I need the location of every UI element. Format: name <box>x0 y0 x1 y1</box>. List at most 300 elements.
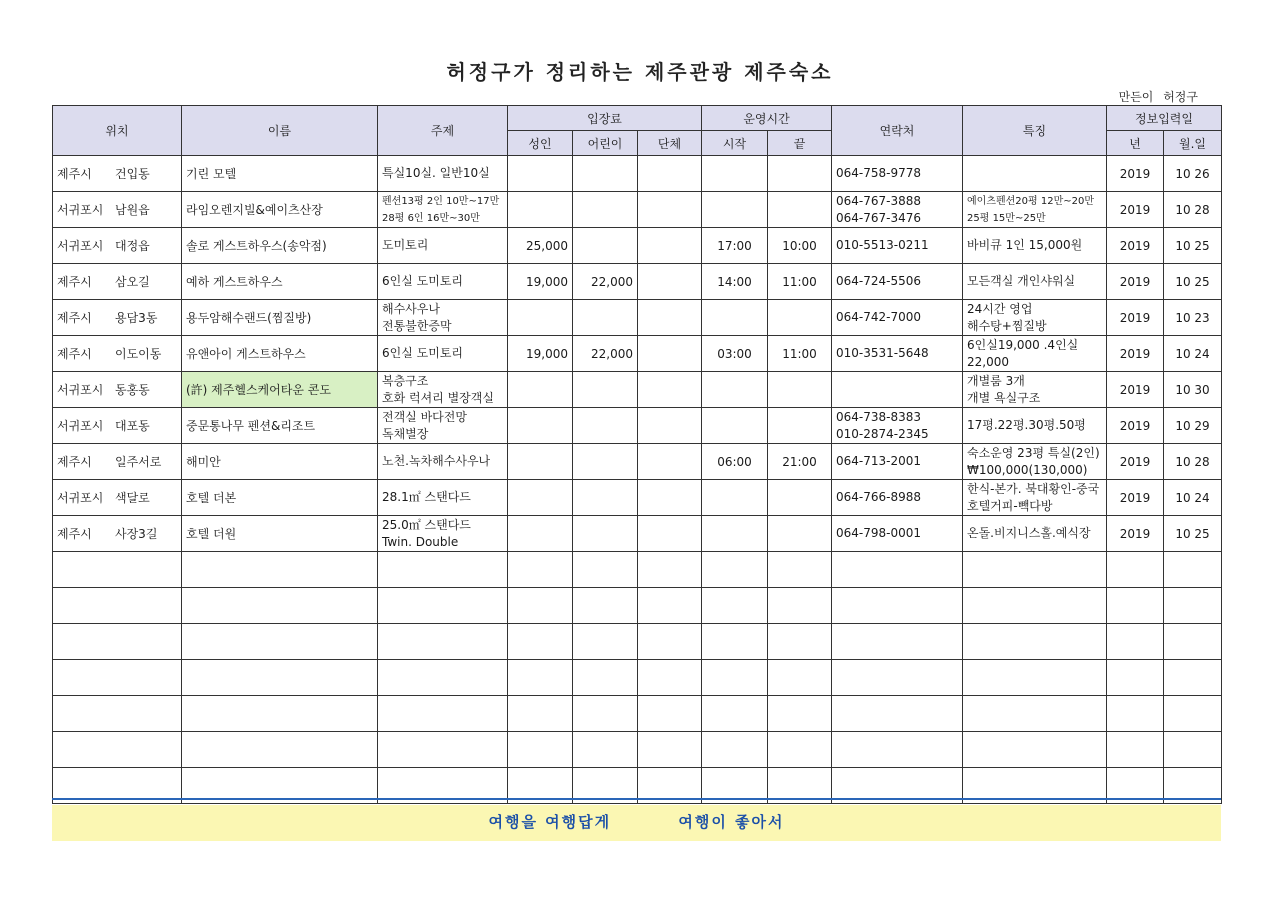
header-contact: 연락처 <box>832 106 963 156</box>
cell-line: Twin. Double <box>382 534 459 549</box>
cell-name: 솔로 게스트하우스(송악점) <box>182 228 378 264</box>
cell-adult <box>508 192 573 228</box>
cell-line: 복층구조 <box>382 373 429 388</box>
cell-line: 064-798-0001 <box>836 526 922 540</box>
cell-contact <box>832 336 963 372</box>
empty-cell <box>508 660 573 696</box>
cell-line: 064-767-3476 <box>836 210 922 225</box>
cell-features <box>963 372 1107 408</box>
cell-end: 11:00 <box>768 336 832 372</box>
empty-cell <box>378 552 508 588</box>
empty-cell <box>182 588 378 624</box>
cell-child <box>573 156 638 192</box>
cell-name: 기린 모텔 <box>182 156 378 192</box>
cell-theme <box>378 156 508 192</box>
empty-row <box>53 732 1222 768</box>
empty-cell <box>508 624 573 660</box>
empty-cell <box>638 732 702 768</box>
cell-year: 2019 <box>1107 228 1164 264</box>
cell-month-day: 10 25 <box>1164 516 1222 552</box>
header-child: 어린이 <box>573 131 638 156</box>
location-area: 사장3길 <box>115 527 158 541</box>
cell-child: 22,000 <box>573 264 638 300</box>
cell-line: 24시간 영업 <box>967 301 1033 316</box>
empty-cell <box>638 624 702 660</box>
table-row <box>53 516 1222 552</box>
cell-year: 2019 <box>1107 372 1164 408</box>
cell-month-day: 10 23 <box>1164 300 1222 336</box>
cell-start: 06:00 <box>702 444 768 480</box>
empty-cell <box>378 588 508 624</box>
cell-adult <box>508 444 573 480</box>
empty-cell <box>573 624 638 660</box>
empty-cell <box>1164 696 1222 732</box>
empty-cell <box>832 588 963 624</box>
location-area: 색달로 <box>115 491 150 505</box>
cell-year: 2019 <box>1107 300 1164 336</box>
empty-cell <box>508 732 573 768</box>
empty-cell <box>182 624 378 660</box>
cell-name: 용두암해수랜드(찜질방) <box>182 300 378 336</box>
cell-theme <box>378 372 508 408</box>
location-city: 서귀포시 <box>57 419 104 433</box>
footer-slogan-left: 여행을 여행답게 <box>488 813 612 831</box>
cell-theme <box>378 408 508 444</box>
empty-cell <box>832 624 963 660</box>
cell-theme <box>378 336 508 372</box>
cell-year: 2019 <box>1107 192 1164 228</box>
cell-location <box>53 480 182 516</box>
cell-end <box>768 480 832 516</box>
cell-year: 2019 <box>1107 156 1164 192</box>
cell-child <box>573 228 638 264</box>
cell-line: 해수사우나 <box>382 301 440 316</box>
empty-cell <box>702 660 768 696</box>
empty-cell <box>963 732 1107 768</box>
cell-theme <box>378 192 508 228</box>
cell-contact <box>832 480 963 516</box>
empty-cell <box>832 732 963 768</box>
cell-name: 호텔 더원 <box>182 516 378 552</box>
cell-contact <box>832 264 963 300</box>
cell-group <box>638 408 702 444</box>
cell-location <box>53 228 182 264</box>
empty-cell <box>378 696 508 732</box>
cell-adult: 19,000 <box>508 264 573 300</box>
cell-location <box>53 156 182 192</box>
cell-features <box>963 192 1107 228</box>
cell-month-day: 10 30 <box>1164 372 1222 408</box>
cell-theme <box>378 228 508 264</box>
location-city: 제주시 <box>57 275 92 289</box>
cell-group <box>638 228 702 264</box>
cell-line: 개별 욕실구조 <box>967 390 1041 405</box>
cell-line: 25.0㎡ 스탠다드 <box>382 517 471 532</box>
cell-line: 010-3531-5648 <box>836 346 929 360</box>
header-features: 특징 <box>963 106 1107 156</box>
cell-month-day: 10 25 <box>1164 228 1222 264</box>
cell-adult <box>508 408 573 444</box>
cell-line: 6인실19,000 .4인실 <box>967 337 1079 352</box>
location-city: 제주시 <box>57 527 92 541</box>
cell-year: 2019 <box>1107 408 1164 444</box>
cell-child <box>573 192 638 228</box>
cell-year: 2019 <box>1107 264 1164 300</box>
cell-child <box>573 300 638 336</box>
cell-line: 모든객실 개인샤워실 <box>967 274 1076 288</box>
empty-cell <box>1107 732 1164 768</box>
cell-line: 도미토리 <box>382 238 429 252</box>
header-theme: 주제 <box>378 106 508 156</box>
empty-cell <box>702 696 768 732</box>
header-adult: 성인 <box>508 131 573 156</box>
cell-end <box>768 408 832 444</box>
empty-cell <box>182 696 378 732</box>
cell-features <box>963 516 1107 552</box>
empty-cell <box>702 588 768 624</box>
location-area: 대정읍 <box>115 239 150 253</box>
empty-row <box>53 624 1222 660</box>
cell-group <box>638 516 702 552</box>
header-month-day: 월.일 <box>1164 131 1222 156</box>
cell-contact <box>832 192 963 228</box>
cell-child <box>573 444 638 480</box>
cell-location <box>53 408 182 444</box>
cell-line: 펜션13평 2인 10만~17만 <box>382 195 500 207</box>
cell-theme <box>378 300 508 336</box>
cell-start: 14:00 <box>702 264 768 300</box>
empty-cell <box>573 660 638 696</box>
empty-cell <box>1107 624 1164 660</box>
empty-cell <box>573 696 638 732</box>
cell-location <box>53 336 182 372</box>
cell-line: 010-5513-0211 <box>836 238 929 252</box>
empty-cell <box>508 696 573 732</box>
table-body <box>53 156 1222 804</box>
empty-cell <box>182 732 378 768</box>
cell-line: 17평.22평.30평.50평 <box>967 418 1086 432</box>
cell-line: 예이츠펜션20평 12만~20만 <box>967 195 1095 207</box>
cell-line: 064-767-3888 <box>836 193 922 208</box>
cell-name: 중문통나무 펜션&리조트 <box>182 408 378 444</box>
cell-contact <box>832 444 963 480</box>
cell-end <box>768 300 832 336</box>
empty-cell <box>573 732 638 768</box>
cell-features <box>963 480 1107 516</box>
cell-start <box>702 156 768 192</box>
cell-start <box>702 516 768 552</box>
empty-row <box>53 696 1222 732</box>
empty-cell <box>638 660 702 696</box>
empty-cell <box>768 588 832 624</box>
cell-line: 노천.녹차해수사우나 <box>382 454 491 468</box>
empty-cell <box>1107 552 1164 588</box>
empty-cell <box>1164 552 1222 588</box>
empty-cell <box>768 552 832 588</box>
cell-child <box>573 516 638 552</box>
empty-cell <box>53 552 182 588</box>
table-row <box>53 300 1222 336</box>
location-city: 서귀포시 <box>57 203 104 217</box>
empty-cell <box>1164 660 1222 696</box>
empty-cell <box>768 696 832 732</box>
empty-cell <box>963 660 1107 696</box>
empty-cell <box>53 696 182 732</box>
cell-name: 호텔 더본 <box>182 480 378 516</box>
empty-cell <box>832 660 963 696</box>
empty-row <box>53 552 1222 588</box>
empty-cell <box>1164 732 1222 768</box>
footer-slogan-right: 여행이 좋아서 <box>678 813 785 831</box>
cell-name: (許) 제주헬스케어타운 콘도 <box>182 372 378 408</box>
cell-adult <box>508 372 573 408</box>
cell-features <box>963 228 1107 264</box>
table-row <box>53 192 1222 228</box>
page-title: 허정구가 정리하는 제주관광 제주숙소 <box>446 60 834 84</box>
cell-line: 064-742-7000 <box>836 310 922 324</box>
cell-line: 064-758-9778 <box>836 166 922 180</box>
cell-end <box>768 372 832 408</box>
cell-adult <box>508 480 573 516</box>
header-name: 이름 <box>182 106 378 156</box>
footer-banner <box>52 805 1221 841</box>
cell-name: 예하 게스트하우스 <box>182 264 378 300</box>
empty-cell <box>832 552 963 588</box>
location-area: 이도이동 <box>115 347 162 361</box>
cell-adult <box>508 516 573 552</box>
cell-group <box>638 156 702 192</box>
cell-line: 해수탕+찜질방 <box>967 318 1047 333</box>
cell-contact <box>832 156 963 192</box>
location-city: 서귀포시 <box>57 491 104 505</box>
cell-theme <box>378 444 508 480</box>
empty-cell <box>508 588 573 624</box>
empty-cell <box>768 732 832 768</box>
cell-group <box>638 192 702 228</box>
location-area: 용담3동 <box>115 311 158 325</box>
empty-cell <box>832 696 963 732</box>
cell-line: 호화 럭셔리 별장객실 <box>382 390 494 405</box>
cell-location <box>53 264 182 300</box>
cell-start <box>702 408 768 444</box>
cell-adult <box>508 300 573 336</box>
cell-group <box>638 372 702 408</box>
cell-contact <box>832 372 963 408</box>
cell-month-day: 10 29 <box>1164 408 1222 444</box>
cell-end <box>768 192 832 228</box>
cell-line: 온돌.비지니스홀.예식장 <box>967 526 1091 540</box>
cell-month-day: 10 28 <box>1164 192 1222 228</box>
cell-line: 독채별장 <box>382 426 429 441</box>
empty-cell <box>963 624 1107 660</box>
cell-line: 22,000 <box>967 354 1009 369</box>
cell-group <box>638 264 702 300</box>
lodging-table <box>52 105 1222 804</box>
cell-features <box>963 408 1107 444</box>
location-city: 서귀포시 <box>57 383 104 397</box>
cell-location <box>53 444 182 480</box>
cell-end: 11:00 <box>768 264 832 300</box>
cell-location <box>53 300 182 336</box>
cell-adult <box>508 156 573 192</box>
header-admission: 입장료 <box>508 106 702 131</box>
cell-start <box>702 480 768 516</box>
cell-start <box>702 372 768 408</box>
cell-name: 해미안 <box>182 444 378 480</box>
cell-child <box>573 480 638 516</box>
empty-cell <box>702 732 768 768</box>
cell-line: 6인실 도미토리 <box>382 274 464 288</box>
empty-cell <box>182 660 378 696</box>
cell-end: 21:00 <box>768 444 832 480</box>
cell-end <box>768 516 832 552</box>
location-city: 서귀포시 <box>57 239 104 253</box>
cell-contact <box>832 228 963 264</box>
cell-line: 특실10실. 일반10실 <box>382 166 490 180</box>
empty-cell <box>638 552 702 588</box>
cell-start: 17:00 <box>702 228 768 264</box>
cell-theme <box>378 480 508 516</box>
table-row <box>53 444 1222 480</box>
empty-row <box>53 660 1222 696</box>
cell-month-day: 10 25 <box>1164 264 1222 300</box>
cell-year: 2019 <box>1107 444 1164 480</box>
cell-month-day: 10 24 <box>1164 480 1222 516</box>
cell-line: 28.1㎡ 스탠다드 <box>382 490 471 504</box>
divider <box>52 798 1221 800</box>
location-city: 제주시 <box>57 167 92 181</box>
table-row <box>53 408 1222 444</box>
location-area: 일주서로 <box>115 455 162 469</box>
table-row <box>53 372 1222 408</box>
empty-cell <box>182 552 378 588</box>
cell-line: 바비큐 1인 15,000원 <box>967 238 1083 252</box>
empty-cell <box>378 624 508 660</box>
empty-cell <box>378 732 508 768</box>
cell-features <box>963 444 1107 480</box>
location-city: 제주시 <box>57 311 92 325</box>
cell-line: ₩100,000(130,000) <box>967 462 1088 477</box>
location-city: 제주시 <box>57 347 92 361</box>
header-end: 끝 <box>768 131 832 156</box>
cell-adult: 19,000 <box>508 336 573 372</box>
empty-cell <box>53 624 182 660</box>
cell-contact <box>832 516 963 552</box>
table-row <box>53 156 1222 192</box>
cell-line: 개별룸 3개 <box>967 373 1025 388</box>
cell-line: 28평 6인 16만~30만 <box>382 212 480 224</box>
cell-line: 6인실 도미토리 <box>382 346 464 360</box>
cell-line: 숙소운영 23평 특실(2인) <box>967 445 1100 460</box>
cell-year: 2019 <box>1107 336 1164 372</box>
empty-cell <box>702 624 768 660</box>
location-city: 제주시 <box>57 455 92 469</box>
header-entry-date: 정보입력일 <box>1107 106 1222 131</box>
cell-name: 유앤아이 게스트하우스 <box>182 336 378 372</box>
table-row <box>53 336 1222 372</box>
empty-cell <box>1164 624 1222 660</box>
cell-theme <box>378 516 508 552</box>
location-area: 동홍동 <box>115 383 150 397</box>
empty-cell <box>1107 660 1164 696</box>
cell-start: 03:00 <box>702 336 768 372</box>
cell-line: 한식-본가. 북대황인-중국 <box>967 481 1100 496</box>
cell-end <box>768 156 832 192</box>
empty-cell <box>638 696 702 732</box>
cell-year: 2019 <box>1107 480 1164 516</box>
location-area: 삼오길 <box>115 275 150 289</box>
cell-line: 064-766-8988 <box>836 490 922 504</box>
cell-month-day: 10 26 <box>1164 156 1222 192</box>
empty-cell <box>573 588 638 624</box>
cell-features <box>963 156 1107 192</box>
empty-cell <box>53 660 182 696</box>
header-location: 위치 <box>53 106 182 156</box>
header-start: 시작 <box>702 131 768 156</box>
cell-month-day: 10 28 <box>1164 444 1222 480</box>
empty-cell <box>768 660 832 696</box>
cell-group <box>638 336 702 372</box>
cell-month-day: 10 24 <box>1164 336 1222 372</box>
cell-line: 호텔거피-빽다방 <box>967 498 1053 513</box>
table-row <box>53 228 1222 264</box>
empty-cell <box>378 660 508 696</box>
cell-child <box>573 372 638 408</box>
empty-cell <box>573 552 638 588</box>
empty-cell <box>1107 696 1164 732</box>
empty-cell <box>768 624 832 660</box>
cell-child: 22,000 <box>573 336 638 372</box>
header-year: 년 <box>1107 131 1164 156</box>
cell-contact <box>832 408 963 444</box>
cell-adult: 25,000 <box>508 228 573 264</box>
cell-line: 064-724-5506 <box>836 274 922 288</box>
empty-cell <box>963 696 1107 732</box>
location-area: 남원읍 <box>115 203 150 217</box>
empty-cell <box>963 588 1107 624</box>
empty-cell <box>508 552 573 588</box>
cell-features <box>963 336 1107 372</box>
cell-line: 010-2874-2345 <box>836 426 929 441</box>
cell-theme <box>378 264 508 300</box>
cell-line: 25평 15만~25만 <box>967 212 1046 224</box>
cell-location <box>53 192 182 228</box>
empty-cell <box>53 732 182 768</box>
cell-line: 064-738-8383 <box>836 409 922 424</box>
empty-cell <box>1164 588 1222 624</box>
author-name: 허정구 <box>1163 90 1198 104</box>
cell-line: 전객실 바다전망 <box>382 409 467 424</box>
cell-features <box>963 300 1107 336</box>
cell-child <box>573 408 638 444</box>
cell-location <box>53 516 182 552</box>
cell-start <box>702 192 768 228</box>
cell-end: 10:00 <box>768 228 832 264</box>
empty-cell <box>638 588 702 624</box>
author-label: 만든이 <box>1118 90 1154 104</box>
empty-cell <box>702 552 768 588</box>
empty-row <box>53 588 1222 624</box>
empty-cell <box>963 552 1107 588</box>
cell-name: 라임오렌지빌&예이츠산장 <box>182 192 378 228</box>
cell-features <box>963 264 1107 300</box>
cell-group <box>638 300 702 336</box>
location-area: 대포동 <box>115 419 150 433</box>
table-row <box>53 480 1222 516</box>
cell-line: 064-713-2001 <box>836 454 922 468</box>
cell-group <box>638 444 702 480</box>
cell-year: 2019 <box>1107 516 1164 552</box>
